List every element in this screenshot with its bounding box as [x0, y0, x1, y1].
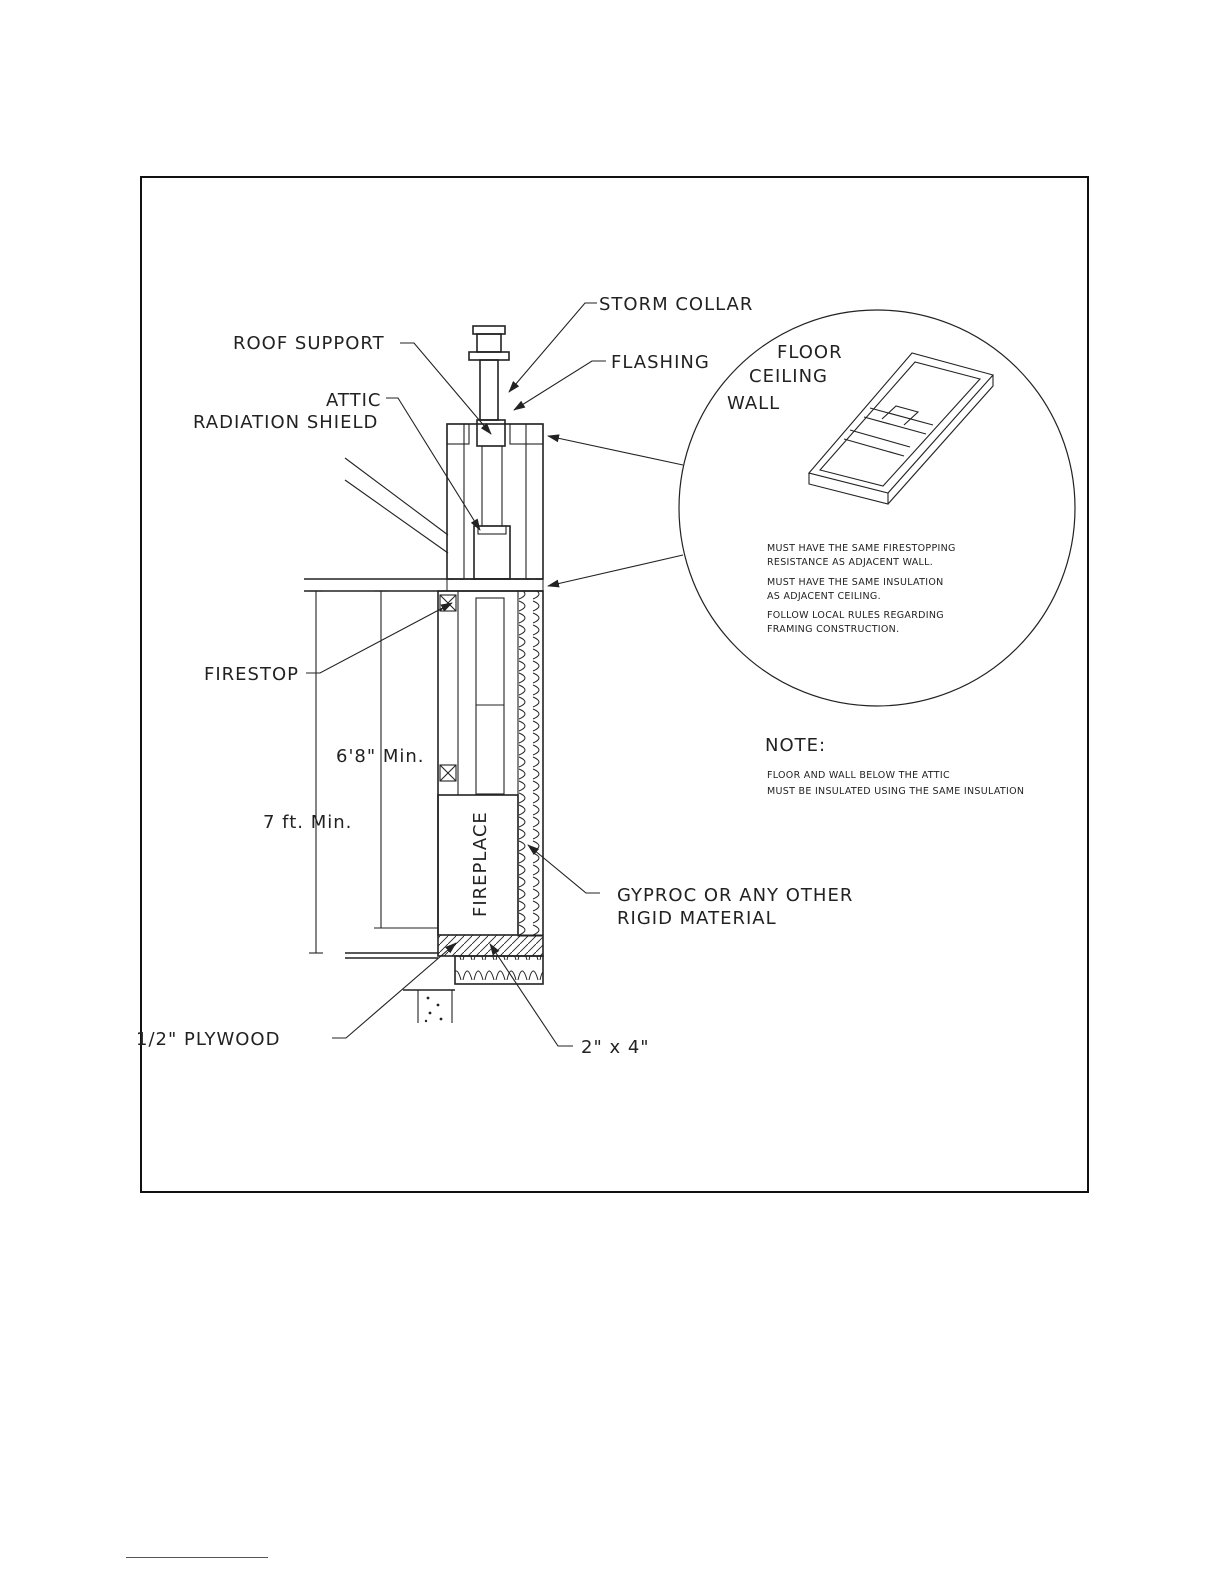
roof-support-label: ROOF SUPPORT [233, 333, 385, 354]
framing-detail [679, 310, 1075, 706]
plywood-label: 1/2" PLYWOOD [136, 1029, 281, 1050]
detail-note-line: AS ADJACENT CEILING. [767, 591, 881, 602]
detail-note-line: FRAMING CONSTRUCTION. [767, 624, 900, 635]
detail-floor-label: FLOOR [777, 342, 843, 363]
roof-lines [345, 458, 448, 553]
note-title: NOTE: [765, 735, 827, 756]
detail-note-line: MUST HAVE THE SAME INSULATION [767, 577, 944, 588]
dimension-lines [309, 591, 438, 953]
dimension-7ft-label: 7 ft. Min. [263, 812, 353, 833]
dimension-6-8-label: 6'8" Min. [336, 746, 425, 767]
gyproc-label-line1: GYPROC OR ANY OTHER [617, 885, 854, 906]
detail-note-line: MUST HAVE THE SAME FIRESTOPPING [767, 543, 956, 554]
radiation-shield-label: RADIATION SHIELD [193, 412, 379, 433]
detail-note-line: RESISTANCE AS ADJACENT WALL. [767, 557, 934, 568]
storm-collar-label: STORM COLLAR [599, 294, 754, 315]
footer-rule [126, 1557, 268, 1558]
note-line-2: MUST BE INSULATED USING THE SAME INSULATION [767, 786, 1025, 797]
detail-ceiling-label: CEILING [749, 366, 828, 387]
two-by-four-label: 2" x 4" [581, 1037, 650, 1058]
ceiling-lines [304, 579, 543, 591]
detail-wall-label: WALL [727, 393, 781, 414]
fireplace-label: FIREPLACE [470, 811, 491, 917]
detail-note-line: FOLLOW LOCAL RULES REGARDING [767, 610, 944, 621]
gyproc-label-line2: RIGID MATERIAL [617, 908, 777, 929]
note-line-1: FLOOR AND WALL BELOW THE ATTIC [767, 770, 950, 781]
firestop-label: FIRESTOP [204, 664, 299, 685]
flashing-label: FLASHING [611, 352, 710, 373]
vent-cap [469, 326, 509, 420]
attic-label: ATTIC [326, 390, 382, 411]
